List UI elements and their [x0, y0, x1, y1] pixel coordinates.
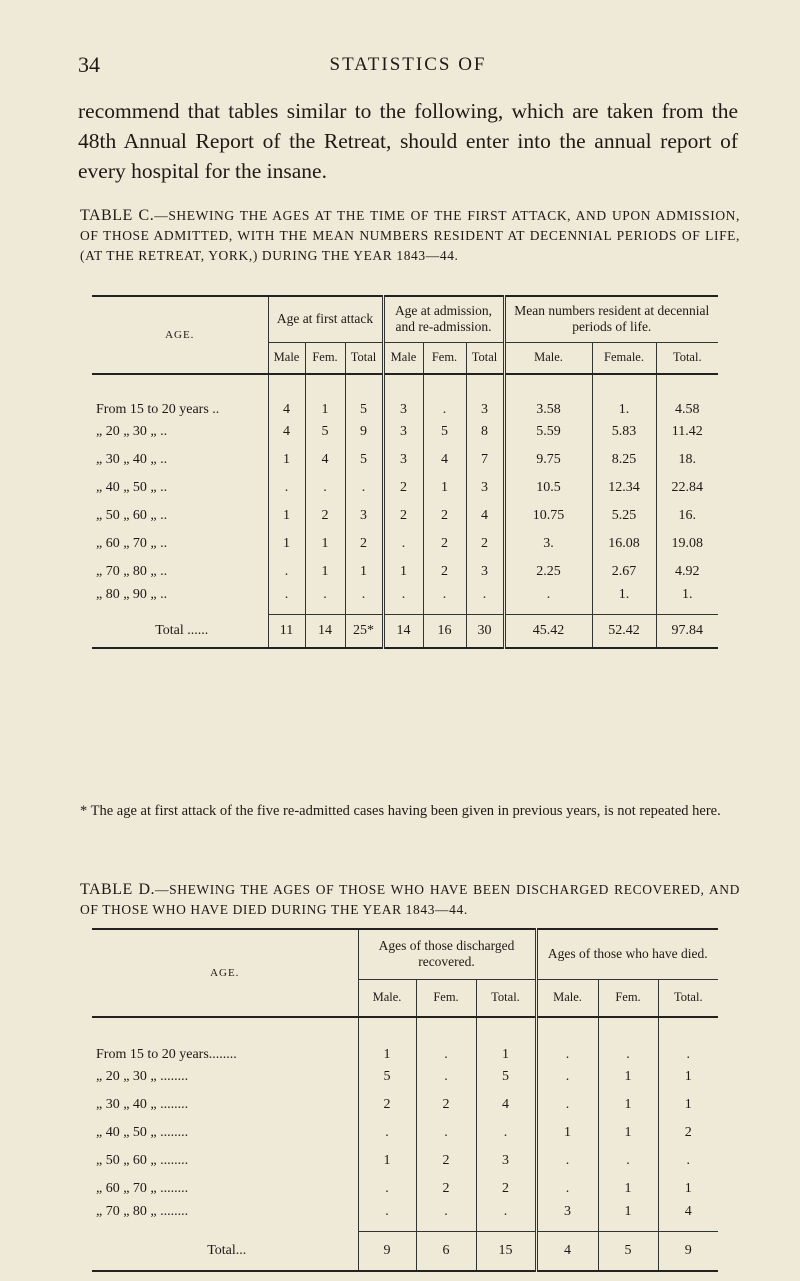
table-row	[92, 1091, 718, 1119]
value-cell: 2	[423, 502, 466, 530]
table-c-subheader: Total	[466, 342, 504, 374]
value-cell: 4	[268, 374, 305, 418]
value-cell: 3	[383, 418, 423, 446]
value-cell: 19.08	[656, 530, 718, 558]
value-cell: 3.58	[504, 374, 592, 418]
value-cell: 5	[476, 1063, 536, 1091]
total-cell: 25*	[345, 614, 383, 648]
table-row	[92, 530, 718, 558]
table-row	[92, 558, 718, 586]
value-cell: 11.42	[656, 418, 718, 446]
total-cell: 14	[305, 614, 345, 648]
value-cell: .	[423, 374, 466, 418]
value-cell: 4	[466, 502, 504, 530]
value-cell: 16.	[656, 502, 718, 530]
table-row	[92, 418, 718, 446]
table-d-subheader: Total.	[476, 979, 536, 1017]
value-cell: 1	[423, 474, 466, 502]
value-cell: 1	[658, 1175, 718, 1203]
value-cell: 1	[305, 530, 345, 558]
total-cell: 45.42	[504, 614, 592, 648]
value-cell: 12.34	[592, 474, 656, 502]
age-range-cell: „ 30 „ 40 „ ........	[96, 1097, 189, 1112]
value-cell: .	[504, 586, 592, 614]
value-cell: 8.25	[592, 446, 656, 474]
table-c-subheader: Fem.	[423, 342, 466, 374]
value-cell: 1	[658, 1063, 718, 1091]
value-cell: 10.75	[504, 502, 592, 530]
value-cell: 2	[383, 474, 423, 502]
value-cell: 1	[598, 1175, 658, 1203]
value-cell: 1	[358, 1017, 416, 1063]
value-cell: 2	[416, 1147, 476, 1175]
table-c-subheader: Male	[268, 342, 305, 374]
value-cell: 8	[466, 418, 504, 446]
value-cell: 3	[536, 1203, 598, 1231]
page-header	[78, 52, 738, 82]
table-c-group-header: Age at first attack	[268, 296, 383, 342]
table-row	[92, 1017, 718, 1063]
total-cell: 11	[268, 614, 305, 648]
total-cell: 52.42	[592, 614, 656, 648]
table-d-subheader: Male.	[358, 979, 416, 1017]
value-cell: 10.5	[504, 474, 592, 502]
value-cell: 5	[423, 418, 466, 446]
table-row	[92, 1119, 718, 1147]
value-cell: 2	[423, 530, 466, 558]
total-cell: 9	[658, 1231, 718, 1271]
age-range-cell: „ 20 „ 30 „ ........	[96, 1069, 189, 1084]
value-cell: 1	[268, 530, 305, 558]
value-cell: 2	[383, 502, 423, 530]
age-range-cell: „ 50 „ 60 „ ........	[96, 1153, 189, 1168]
value-cell: 9	[345, 418, 383, 446]
value-cell: 3	[345, 502, 383, 530]
total-row	[92, 614, 718, 648]
table-c-subheader: Total.	[656, 342, 718, 374]
table-c-age-header: AGE.	[92, 296, 268, 374]
value-cell: .	[536, 1175, 598, 1203]
table-row	[92, 1147, 718, 1175]
value-cell: 1	[383, 558, 423, 586]
table-d-subheader: Male.	[536, 979, 598, 1017]
age-range-cell: „ 70 „ 80 „ ........	[96, 1204, 189, 1219]
value-cell: 3	[476, 1147, 536, 1175]
value-cell: .	[658, 1147, 718, 1175]
value-cell: 3	[466, 474, 504, 502]
value-cell: .	[358, 1175, 416, 1203]
table-c-label: TABLE C.	[80, 207, 155, 224]
value-cell: 4	[423, 446, 466, 474]
table-c-subheader: Male.	[504, 342, 592, 374]
table-row	[92, 474, 718, 502]
value-cell: 1	[598, 1091, 658, 1119]
value-cell: .	[476, 1119, 536, 1147]
value-cell: .	[383, 586, 423, 614]
value-cell: 4.58	[656, 374, 718, 418]
value-cell: .	[345, 474, 383, 502]
value-cell: .	[658, 1017, 718, 1063]
value-cell: 5.59	[504, 418, 592, 446]
value-cell: 2	[423, 558, 466, 586]
value-cell: .	[305, 586, 345, 614]
total-cell: 15	[476, 1231, 536, 1271]
value-cell: 1	[345, 558, 383, 586]
value-cell: 3	[383, 374, 423, 418]
value-cell: 3.	[504, 530, 592, 558]
value-cell: .	[466, 586, 504, 614]
value-cell: 2.67	[592, 558, 656, 586]
total-cell: 9	[358, 1231, 416, 1271]
table-row	[92, 1203, 718, 1231]
value-cell: .	[268, 474, 305, 502]
table-d	[92, 928, 718, 1272]
value-cell: .	[476, 1203, 536, 1231]
value-cell: .	[416, 1017, 476, 1063]
table-row	[92, 446, 718, 474]
value-cell: 1	[598, 1063, 658, 1091]
value-cell: 4	[305, 446, 345, 474]
age-range-cell: „ 30 „ 40 „ ..	[96, 452, 168, 467]
value-cell: 2	[358, 1091, 416, 1119]
table-c-caption	[80, 206, 740, 266]
value-cell: .	[598, 1147, 658, 1175]
value-cell: 2	[416, 1175, 476, 1203]
table-d-caption-text: —SHEWING THE AGES OF THOSE WHO HAVE BEEN DISCHARGED RECOVERED, AND OF THOSE WHO HAVE DIED DURING THE YEAR 1843—44.	[80, 882, 740, 917]
value-cell: .	[416, 1203, 476, 1231]
value-cell: 4	[476, 1091, 536, 1119]
table-d-age-header: AGE.	[92, 929, 358, 1017]
value-cell: .	[536, 1017, 598, 1063]
value-cell: 5.83	[592, 418, 656, 446]
total-cell: 6	[416, 1231, 476, 1271]
value-cell: 1.	[656, 586, 718, 614]
age-range-cell: „ 40 „ 50 „ ........	[96, 1125, 189, 1140]
total-cell: 30	[466, 614, 504, 648]
value-cell: 1.	[592, 374, 656, 418]
value-cell: 2	[345, 530, 383, 558]
value-cell: 4	[658, 1203, 718, 1231]
value-cell: 1	[305, 374, 345, 418]
value-cell: 1	[658, 1091, 718, 1119]
value-cell: .	[345, 586, 383, 614]
value-cell: .	[268, 586, 305, 614]
total-cell: 14	[383, 614, 423, 648]
value-cell: 1.	[592, 586, 656, 614]
table-c	[92, 295, 718, 649]
value-cell: 5.25	[592, 502, 656, 530]
table-d-group-header: Ages of those who have died.	[536, 929, 718, 979]
table-d-subheader: Total.	[658, 979, 718, 1017]
total-cell: 97.84	[656, 614, 718, 648]
table-d-group-header: Ages of those discharged recovered.	[358, 929, 536, 979]
table-d-label: TABLE D.	[80, 881, 156, 898]
value-cell: 1	[268, 502, 305, 530]
value-cell: 2	[658, 1119, 718, 1147]
value-cell: 3	[466, 558, 504, 586]
value-cell: 16.08	[592, 530, 656, 558]
value-cell: .	[423, 586, 466, 614]
value-cell: 18.	[656, 446, 718, 474]
value-cell: 1	[598, 1203, 658, 1231]
age-range-cell: „ 80 „ 90 „ ..	[96, 587, 168, 602]
value-cell: .	[416, 1119, 476, 1147]
value-cell: 2	[305, 502, 345, 530]
value-cell: .	[598, 1017, 658, 1063]
age-range-cell: „ 50 „ 60 „ ..	[96, 508, 168, 523]
age-range-cell: „ 60 „ 70 „ ..	[96, 536, 168, 551]
value-cell: 1	[358, 1147, 416, 1175]
value-cell: 9.75	[504, 446, 592, 474]
table-row	[92, 502, 718, 530]
table-row	[92, 1175, 718, 1203]
value-cell: 2.25	[504, 558, 592, 586]
value-cell: .	[536, 1091, 598, 1119]
value-cell: 2	[416, 1091, 476, 1119]
value-cell: 4.92	[656, 558, 718, 586]
value-cell: .	[358, 1119, 416, 1147]
value-cell: 3	[383, 446, 423, 474]
total-label: Total ......	[92, 614, 268, 648]
value-cell: 1	[598, 1119, 658, 1147]
value-cell: 4	[268, 418, 305, 446]
value-cell: 7	[466, 446, 504, 474]
table-c-group-header: Mean numbers resident at decennial periods of life.	[504, 296, 718, 342]
page-number: 34	[78, 52, 100, 77]
total-cell: 16	[423, 614, 466, 648]
age-range-cell: „ 60 „ 70 „ ........	[96, 1181, 189, 1196]
total-label: Total...	[92, 1231, 358, 1271]
value-cell: 1	[305, 558, 345, 586]
value-cell: .	[383, 530, 423, 558]
value-cell: 1	[536, 1119, 598, 1147]
table-c-group-header: Age at admission, and re-admission.	[383, 296, 504, 342]
value-cell: .	[268, 558, 305, 586]
value-cell: 3	[466, 374, 504, 418]
table-row	[92, 586, 718, 614]
table-c-subheader: Male	[383, 342, 423, 374]
value-cell: .	[305, 474, 345, 502]
table-d-subheader: Fem.	[416, 979, 476, 1017]
age-range-cell: „ 20 „ 30 „ ..	[96, 424, 168, 439]
value-cell: 5	[358, 1063, 416, 1091]
value-cell: .	[416, 1063, 476, 1091]
value-cell: 5	[345, 446, 383, 474]
age-range-cell: „ 40 „ 50 „ ..	[96, 480, 168, 495]
table-row	[92, 1063, 718, 1091]
table-c-subheader: Female.	[592, 342, 656, 374]
intro-paragraph: recommend that tables similar to the following, which are taken from the 48th Annual Report of the Retreat, should enter into the annual report of every hospital for the insane.	[78, 99, 738, 183]
table-c-caption-text: —SHEWING THE AGES AT THE TIME OF THE FIRST ATTACK, AND UPON ADMISSION, OF THOSE ADMITTED, WITH THE MEAN NUMBERS RESIDENT AT DECENNIAL PERIODS OF LIFE, (AT THE RETREAT, YORK,) DURING THE YEAR 1843—44.	[80, 208, 740, 263]
value-cell: 2	[476, 1175, 536, 1203]
value-cell: .	[536, 1147, 598, 1175]
table-d-subheader: Fem.	[598, 979, 658, 1017]
value-cell: 22.84	[656, 474, 718, 502]
value-cell: 1	[476, 1017, 536, 1063]
value-cell: 2	[466, 530, 504, 558]
table-row	[92, 374, 718, 418]
value-cell: 5	[345, 374, 383, 418]
table-c-footnote: * The age at first attack of the five re-admitted cases having been given in previous years, is not repeated here.	[80, 803, 721, 819]
value-cell: .	[358, 1203, 416, 1231]
age-range-cell: From 15 to 20 years........	[96, 1047, 237, 1062]
total-cell: 4	[536, 1231, 598, 1271]
running-head: STATISTICS OF	[329, 54, 487, 75]
value-cell: .	[536, 1063, 598, 1091]
table-c-subheader: Fem.	[305, 342, 345, 374]
value-cell: 1	[268, 446, 305, 474]
value-cell: 5	[305, 418, 345, 446]
age-range-cell: „ 70 „ 80 „ ..	[96, 564, 168, 579]
table-d-caption	[80, 880, 740, 920]
total-row	[92, 1231, 718, 1271]
age-range-cell: From 15 to 20 years ..	[96, 402, 220, 417]
table-c-subheader: Total	[345, 342, 383, 374]
total-cell: 5	[598, 1231, 658, 1271]
